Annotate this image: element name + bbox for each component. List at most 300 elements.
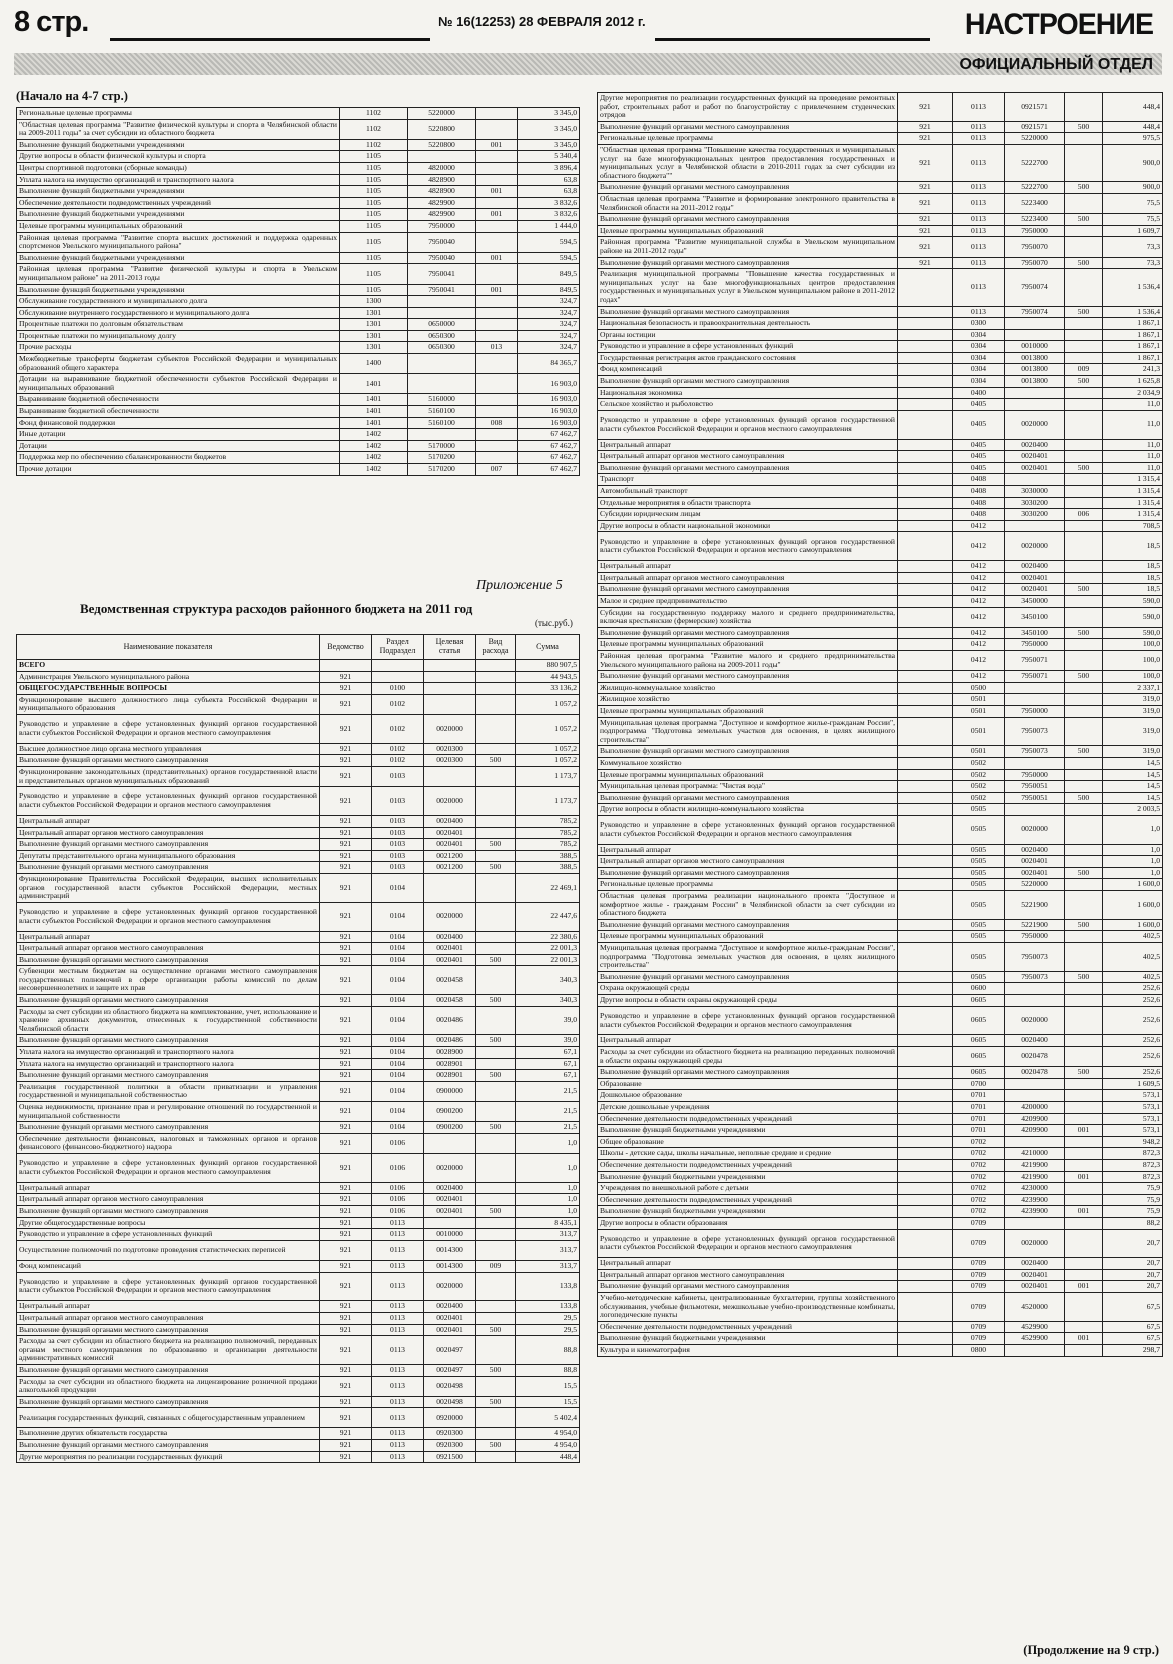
- row-label: Субсидии юридическим лицам: [598, 509, 898, 521]
- row-value: 3 832,6: [518, 209, 580, 221]
- row-label: Дотации на выравнивание бюджетной обеспеченности субъектов Российской Федерации и муниципальных образований: [17, 374, 340, 394]
- table-row: [598, 410, 1163, 439]
- row-value: 5220000: [1005, 133, 1065, 145]
- row-value: 0104: [372, 1070, 424, 1082]
- row-value: 013: [476, 342, 518, 354]
- row-value: [476, 1102, 516, 1122]
- row-value: 500: [1065, 214, 1103, 226]
- table-row: [17, 995, 580, 1007]
- table-row: [598, 705, 1163, 717]
- row-value: 0102: [372, 714, 424, 743]
- row-value: 1105: [340, 264, 408, 284]
- row-value: 0020000: [424, 902, 476, 931]
- row-value: [898, 867, 953, 879]
- row-value: 0103: [372, 766, 424, 786]
- row-label: Оценка недвижимости, признание прав и регулирование отношений по государственной и муниципальной собственности: [17, 1102, 320, 1122]
- row-value: 0020401: [1005, 856, 1065, 868]
- table-row: [17, 374, 580, 394]
- row-value: 18,5: [1103, 584, 1163, 596]
- row-value: 0020497: [424, 1364, 476, 1376]
- row-label: Центральный аппарат органов местного самоуправления: [598, 572, 898, 584]
- row-value: 0501: [953, 717, 1005, 746]
- table-row: [17, 1035, 580, 1047]
- table-row: [598, 364, 1163, 376]
- row-value: [898, 1345, 953, 1357]
- row-value: 340,3: [516, 966, 580, 995]
- row-value: 1 057,2: [516, 755, 580, 767]
- row-label: Руководство и управление в сфере установленных функций органов государственной власти субъектов Российской Федерации и органов местного самоуправления: [17, 1154, 320, 1183]
- row-value: 1102: [340, 119, 408, 139]
- row-value: 500: [1065, 584, 1103, 596]
- row-value: [1065, 1269, 1103, 1281]
- row-label: Фонд компенсаций: [598, 364, 898, 376]
- row-label: Центральный аппарат: [598, 439, 898, 451]
- row-value: 100,0: [1103, 671, 1163, 683]
- row-value: 67,5: [1103, 1293, 1163, 1322]
- table-row: [17, 954, 580, 966]
- row-label: Охрана окружающей среды: [598, 983, 898, 995]
- row-value: 0505: [953, 943, 1005, 972]
- row-value: [476, 660, 516, 672]
- row-value: 20,7: [1103, 1269, 1163, 1281]
- row-value: 0020401: [424, 827, 476, 839]
- row-value: 921: [320, 787, 372, 816]
- table-row: [598, 225, 1163, 237]
- row-value: 921: [898, 133, 953, 145]
- row-value: [898, 1321, 953, 1333]
- row-value: 500: [1065, 627, 1103, 639]
- row-value: 0113: [953, 121, 1005, 133]
- row-value: [476, 1047, 516, 1059]
- row-value: 3 345,0: [518, 119, 580, 139]
- row-label: Выполнение функций органами местного самоуправления: [17, 1122, 320, 1134]
- row-label: Муниципальная целевая программа "Доступное и комфортное жилье-гражданам России", подпрограмма "Подготовка земельных участков для освоения, в целях жилищного строительства": [598, 943, 898, 972]
- row-value: 0020000: [1005, 532, 1065, 561]
- row-value: 1402: [340, 464, 408, 476]
- row-value: [1065, 1345, 1103, 1357]
- row-value: 500: [476, 1070, 516, 1082]
- row-value: 4230000: [1005, 1183, 1065, 1195]
- row-value: [1065, 705, 1103, 717]
- row-value: 0020401: [424, 943, 476, 955]
- table-row: [17, 1154, 580, 1183]
- row-value: [898, 919, 953, 931]
- row-value: 921: [320, 671, 372, 683]
- row-label: Руководство и управление в сфере установленных функций органов государственной власти субъектов Российской Федерации и органов местного самоуправления: [598, 532, 898, 561]
- row-value: 1 867,1: [1103, 341, 1163, 353]
- table-row: [598, 193, 1163, 213]
- row-value: 0702: [953, 1136, 1005, 1148]
- budget-table-right: [597, 92, 1163, 1357]
- row-value: 1300: [340, 296, 408, 308]
- row-value: 0113: [372, 1428, 424, 1440]
- row-value: 11,0: [1103, 462, 1163, 474]
- row-label: Руководство и управление в сфере установленных функций органов государственной власти субъектов Российской Федерации и органов местного самоуправления: [598, 815, 898, 844]
- row-value: 44 943,5: [516, 671, 580, 683]
- row-label: Целевые программы муниципальных образований: [598, 931, 898, 943]
- table-row: [598, 1333, 1163, 1345]
- row-value: 921: [898, 257, 953, 269]
- row-label: Выполнение функций органами местного самоуправления: [17, 1035, 320, 1047]
- row-value: 5160100: [408, 406, 476, 418]
- row-value: 319,0: [1103, 705, 1163, 717]
- row-value: 0013800: [1005, 352, 1065, 364]
- row-value: 921: [320, 1102, 372, 1122]
- row-value: [424, 1133, 476, 1153]
- row-value: 0412: [953, 520, 1005, 532]
- row-value: 3450100: [1005, 607, 1065, 627]
- row-value: 0013800: [1005, 376, 1065, 388]
- row-value: [476, 452, 518, 464]
- row-value: [476, 766, 516, 786]
- row-value: 0921500: [424, 1451, 476, 1463]
- row-value: 7950000: [1005, 705, 1065, 717]
- row-value: 500: [476, 839, 516, 851]
- row-value: [1065, 237, 1103, 257]
- row-value: 1 867,1: [1103, 329, 1163, 341]
- row-label: Расходы за счет субсидии из областного бюджета на комплектование, учет, использование и хранение архивных документов, отнесенных к государственной собственности Челябинской области: [17, 1006, 320, 1035]
- row-value: [476, 815, 516, 827]
- row-value: 67 462,7: [518, 452, 580, 464]
- row-label: Расходы за счет субсидии из областного бюджета на реализацию полномочий, переданных органам местного самоуправления по образованию и организации деятельности административных комиссий: [17, 1336, 320, 1365]
- row-value: [476, 1376, 516, 1396]
- row-value: 67,1: [516, 1047, 580, 1059]
- row-value: 0709: [953, 1258, 1005, 1270]
- row-label: Руководство и управление в сфере установленных функций: [17, 1229, 320, 1241]
- table-row: [17, 1182, 580, 1194]
- row-label: Выполнение функций органами местного самоуправления: [17, 862, 320, 874]
- table-row: [17, 174, 580, 186]
- row-value: [898, 815, 953, 844]
- row-value: 0412: [953, 584, 1005, 596]
- row-value: 0501: [953, 694, 1005, 706]
- row-value: [898, 971, 953, 983]
- row-value: 921: [320, 902, 372, 931]
- row-value: 0010000: [1005, 341, 1065, 353]
- row-value: [1005, 1090, 1065, 1102]
- row-value: [1005, 329, 1065, 341]
- row-label: Центральный аппарат: [598, 1258, 898, 1270]
- row-value: 11,0: [1103, 399, 1163, 411]
- row-value: 1105: [340, 232, 408, 252]
- row-value: [898, 341, 953, 353]
- page-number: 8 стр.: [14, 6, 89, 38]
- row-value: 0103: [372, 862, 424, 874]
- row-value: [1065, 815, 1103, 844]
- row-value: 0304: [953, 352, 1005, 364]
- table-row: [598, 781, 1163, 793]
- row-value: [1065, 474, 1103, 486]
- row-label: Целевые программы муниципальных образований: [598, 225, 898, 237]
- row-value: 0304: [953, 341, 1005, 353]
- row-value: [898, 1194, 953, 1206]
- row-value: [898, 1078, 953, 1090]
- row-value: 872,3: [1103, 1148, 1163, 1160]
- table-row: [17, 1396, 580, 1408]
- row-value: 5221900: [1005, 919, 1065, 931]
- row-value: 785,2: [516, 839, 580, 851]
- row-value: [476, 220, 518, 232]
- row-value: [898, 1281, 953, 1293]
- row-value: [1065, 717, 1103, 746]
- row-value: 921: [320, 1205, 372, 1217]
- row-label: Целевые программы муниципальных образований: [598, 705, 898, 717]
- row-value: 0701: [953, 1101, 1005, 1113]
- row-value: 73,3: [1103, 257, 1163, 269]
- row-value: [476, 850, 516, 862]
- row-label: "Областная целевая программа "Развитие физической культуры и спорта в Челябинской области на 2009-2011 годы" за счет субсидии из областного бюджета: [17, 119, 340, 139]
- row-value: [424, 1217, 476, 1229]
- row-value: 75,9: [1103, 1194, 1163, 1206]
- row-value: 21,5: [516, 1081, 580, 1101]
- row-value: [1065, 1136, 1103, 1148]
- row-value: 0104: [372, 931, 424, 943]
- table-row: [17, 1058, 580, 1070]
- row-value: 7950074: [1005, 306, 1065, 318]
- row-label: Муниципальная целевая программа "Доступное и комфортное жилье-гражданам России", подпрограмма "Подготовка земельных участков для освоения, в целях жилищного строительства": [598, 717, 898, 746]
- row-value: [898, 1090, 953, 1102]
- row-value: 921: [320, 966, 372, 995]
- row-value: 0020458: [424, 995, 476, 1007]
- row-value: 75,9: [1103, 1206, 1163, 1218]
- row-value: 7950070: [1005, 257, 1065, 269]
- row-value: 21,5: [516, 1102, 580, 1122]
- table-row: [17, 220, 580, 232]
- row-value: [1065, 856, 1103, 868]
- row-value: [320, 660, 372, 672]
- row-value: 18,5: [1103, 532, 1163, 561]
- row-value: [898, 671, 953, 683]
- masthead: [0, 0, 1173, 44]
- row-value: [1005, 1217, 1065, 1229]
- row-value: 319,0: [1103, 694, 1163, 706]
- row-label: Выполнение функций органами местного самоуправления: [17, 1070, 320, 1082]
- row-value: 500: [476, 1396, 516, 1408]
- table-row: [598, 717, 1163, 746]
- row-value: [1065, 1047, 1103, 1067]
- row-label: Реализация государственной политики в области приватизации и управления государственной и муниципальной собственностью: [17, 1081, 320, 1101]
- row-value: [476, 307, 518, 319]
- table-row: [598, 1047, 1163, 1067]
- row-value: [898, 682, 953, 694]
- row-value: 0113: [372, 1336, 424, 1365]
- row-label: Выполнение функций органами местного самоуправления: [598, 867, 898, 879]
- table-row: [598, 269, 1163, 306]
- row-label: Прочие дотации: [17, 464, 340, 476]
- row-label: Малое и среднее предпринимательство: [598, 595, 898, 607]
- row-value: [898, 584, 953, 596]
- row-value: 16 903,0: [518, 417, 580, 429]
- table-row: [17, 671, 580, 683]
- table-row: [17, 766, 580, 786]
- row-value: [898, 705, 953, 717]
- row-value: [898, 1258, 953, 1270]
- row-value: 948,2: [1103, 1136, 1163, 1148]
- row-value: 921: [320, 931, 372, 943]
- row-value: 0709: [953, 1217, 1005, 1229]
- row-value: 0020401: [424, 1312, 476, 1324]
- row-value: [1065, 891, 1103, 920]
- row-value: 0020000: [424, 1272, 476, 1301]
- annex-title: Ведомственная структура расходов районного бюджета на 2011 год: [80, 601, 473, 616]
- row-value: [1065, 931, 1103, 943]
- row-value: [1065, 1183, 1103, 1195]
- row-label: Выполнение функций органами местного самоуправления: [17, 1396, 320, 1408]
- row-value: [476, 902, 516, 931]
- row-value: 0113: [372, 1217, 424, 1229]
- row-value: 324,7: [518, 307, 580, 319]
- row-value: [476, 394, 518, 406]
- table-row: [17, 1272, 580, 1301]
- row-value: [1065, 1035, 1103, 1047]
- row-value: 921: [320, 1301, 372, 1313]
- row-value: 872,3: [1103, 1171, 1163, 1183]
- row-value: [476, 1272, 516, 1301]
- row-value: [408, 429, 476, 441]
- row-value: 29,5: [516, 1312, 580, 1324]
- row-value: [1065, 1113, 1103, 1125]
- row-value: 921: [320, 943, 372, 955]
- table-row: [598, 1101, 1163, 1113]
- table-row: [598, 462, 1163, 474]
- row-value: 0502: [953, 769, 1005, 781]
- row-value: 921: [320, 954, 372, 966]
- row-value: 0501: [953, 705, 1005, 717]
- row-value: [1065, 781, 1103, 793]
- table-row: [17, 429, 580, 441]
- row-value: 590,0: [1103, 607, 1163, 627]
- row-value: 500: [1065, 182, 1103, 194]
- row-label: Выполнение других обязательств государства: [17, 1428, 320, 1440]
- row-value: [898, 931, 953, 943]
- units-label: (тыс.руб.): [535, 618, 573, 628]
- row-value: [1005, 399, 1065, 411]
- row-value: [476, 1229, 516, 1241]
- row-value: [1065, 804, 1103, 816]
- row-value: [1065, 144, 1103, 181]
- table-row: [598, 237, 1163, 257]
- row-value: 0020401: [424, 839, 476, 851]
- row-value: 0020401: [1005, 572, 1065, 584]
- row-value: [1065, 410, 1103, 439]
- table-row: [17, 683, 580, 695]
- row-value: 0020498: [424, 1396, 476, 1408]
- row-value: 0709: [953, 1229, 1005, 1258]
- row-value: 324,7: [518, 319, 580, 331]
- row-value: 0408: [953, 474, 1005, 486]
- row-value: 4820000: [408, 162, 476, 174]
- row-value: 1105: [340, 252, 408, 264]
- row-value: 921: [320, 1336, 372, 1365]
- row-value: 15,5: [516, 1396, 580, 1408]
- row-value: 1105: [340, 220, 408, 232]
- row-value: [1065, 1090, 1103, 1102]
- row-value: 7950040: [408, 252, 476, 264]
- row-value: [476, 714, 516, 743]
- row-value: [898, 595, 953, 607]
- table-row: [17, 815, 580, 827]
- row-value: [898, 1101, 953, 1113]
- row-value: 319,0: [1103, 717, 1163, 746]
- row-value: 0701: [953, 1090, 1005, 1102]
- row-value: [1065, 682, 1103, 694]
- row-label: Администрация Увельского муниципального района: [17, 671, 320, 683]
- table-row: [17, 284, 580, 296]
- row-value: 500: [1065, 671, 1103, 683]
- row-value: [1065, 93, 1103, 122]
- row-value: 0020300: [424, 755, 476, 767]
- row-value: 5220000: [408, 108, 476, 120]
- row-value: 0104: [372, 1081, 424, 1101]
- row-label: Руководство и управление в сфере установленных функций органов государственной власти субъектов Российской Федерации и органов местного самоуправления: [17, 1272, 320, 1301]
- row-value: 21,5: [516, 1122, 580, 1134]
- row-label: Выполнение функций бюджетными учреждениями: [17, 139, 340, 151]
- row-value: 921: [320, 1396, 372, 1408]
- row-value: 1105: [340, 197, 408, 209]
- row-value: 4209900: [1005, 1113, 1065, 1125]
- table-row: [17, 743, 580, 755]
- row-value: 0106: [372, 1205, 424, 1217]
- row-value: 0028901: [424, 1070, 476, 1082]
- row-value: 500: [476, 755, 516, 767]
- row-value: 3 345,0: [518, 139, 580, 151]
- row-value: 0113: [372, 1240, 424, 1260]
- row-value: 448,4: [516, 1451, 580, 1463]
- row-value: 573,1: [1103, 1090, 1163, 1102]
- row-label: Региональные целевые программы: [17, 108, 340, 120]
- row-value: 18,5: [1103, 561, 1163, 573]
- row-value: 921: [320, 815, 372, 827]
- row-label: Областная целевая программа "Развитие и формирование электронного правительства в Челябинской области на 2011-2012 годы": [598, 193, 898, 213]
- row-value: [476, 1408, 516, 1428]
- row-value: 921: [898, 182, 953, 194]
- column-header: Раздел Подраздел: [372, 635, 424, 660]
- row-value: 573,1: [1103, 1113, 1163, 1125]
- row-value: 500: [476, 954, 516, 966]
- row-value: 14,5: [1103, 781, 1163, 793]
- row-value: 921: [320, 683, 372, 695]
- row-value: 500: [476, 1035, 516, 1047]
- row-value: 0408: [953, 497, 1005, 509]
- row-value: 63,8: [518, 174, 580, 186]
- table-row: [17, 209, 580, 221]
- table-row: [598, 121, 1163, 133]
- row-value: [898, 561, 953, 573]
- row-value: 4219900: [1005, 1171, 1065, 1183]
- row-value: [476, 683, 516, 695]
- row-value: 0505: [953, 844, 1005, 856]
- table-row: [598, 757, 1163, 769]
- table-row: [598, 486, 1163, 498]
- table-row: [17, 464, 580, 476]
- table-row: [598, 919, 1163, 931]
- row-value: 0104: [372, 873, 424, 902]
- row-label: Выравнивание бюджетной обеспеченности: [17, 406, 340, 418]
- row-value: 1105: [340, 284, 408, 296]
- row-value: 921: [898, 144, 953, 181]
- table-row: [17, 1451, 580, 1463]
- row-value: [898, 462, 953, 474]
- table-row: [598, 1035, 1163, 1047]
- row-value: 1 600,0: [1103, 879, 1163, 891]
- table-row: [598, 931, 1163, 943]
- row-label: Депутаты представительного органа муниципального образования: [17, 850, 320, 862]
- row-value: 5160100: [408, 417, 476, 429]
- row-value: 0702: [953, 1194, 1005, 1206]
- row-value: [408, 151, 476, 163]
- table-row: [598, 1183, 1163, 1195]
- table-row: [17, 1408, 580, 1428]
